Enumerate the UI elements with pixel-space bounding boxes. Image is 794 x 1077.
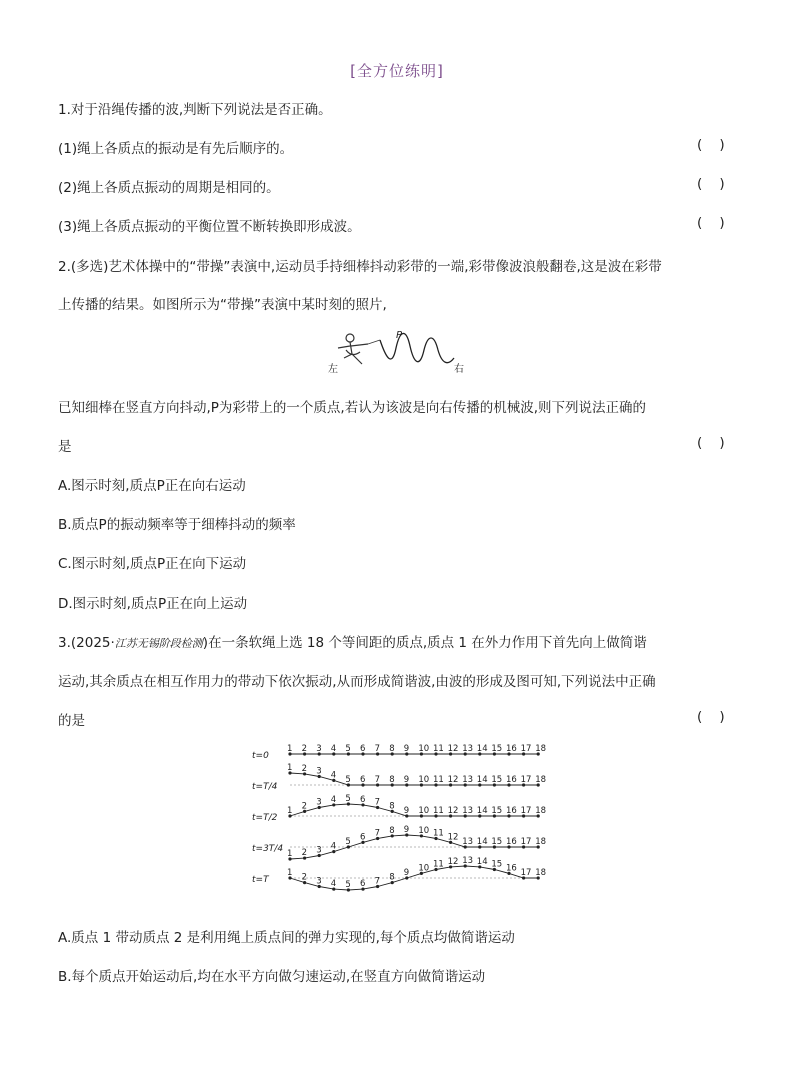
particle-number: 6	[360, 879, 366, 890]
particle-number: 3	[316, 744, 322, 754]
section-title: [全方位练明]	[350, 62, 444, 80]
particle-number: 10	[418, 744, 430, 754]
q3-stem-prefix: 3.(2025·	[58, 635, 115, 651]
particle-number: 7	[374, 744, 381, 754]
particle-number: 18	[535, 806, 547, 816]
particle-number: 2	[301, 848, 308, 859]
particle-number: 17	[520, 806, 532, 816]
q1-item-2: (2)绳上各质点振动的周期是相同的。	[58, 180, 280, 196]
row-label: t=T/2	[252, 813, 278, 823]
q1-item-1: (1)绳上各质点的振动是有先后顺序的。	[58, 141, 294, 157]
q3-stem-line1	[58, 631, 647, 651]
particle-number: 16	[506, 863, 517, 874]
q2-option-b[interactable]: B.质点P的振动频率等于细棒抖动的频率	[58, 517, 296, 533]
q2-option-a[interactable]: A.图示时刻,质点P正在向右运动	[58, 478, 246, 494]
particle-number: 17	[520, 744, 532, 754]
wave-formation-figure	[250, 740, 550, 900]
particle-number: 2	[301, 763, 308, 774]
particle-number: 11	[433, 859, 444, 870]
particle-number: 11	[433, 775, 444, 785]
left-label: 左	[328, 364, 338, 375]
particle-number: 12	[447, 744, 459, 754]
q3-source: 江苏无锡阶段检测	[114, 637, 203, 650]
q3-stem-line3: 的是	[58, 713, 85, 729]
ribbon-gymnast-figure	[322, 328, 472, 376]
particle-number: 8	[389, 872, 395, 883]
q3-stem-rest: )在一条软绳上选 18 个等间距的质点,质点 1 在外力作用下首先向上做简谐	[202, 635, 647, 651]
particle-number: 6	[360, 775, 366, 785]
particle-number: 13	[462, 806, 474, 816]
q3-option-b[interactable]: B.每个质点开始运动后,均在水平方向做匀速运动,在竖直方向做简谐运动	[58, 969, 486, 985]
particle-number: 3	[316, 797, 322, 808]
particle-number: 5	[345, 744, 351, 754]
particle-number: 6	[360, 794, 366, 805]
particle-number: 16	[506, 744, 517, 754]
q1-answer-1[interactable]: ( )	[697, 137, 725, 153]
row-label: t=0	[252, 751, 269, 761]
particle-number: 12	[447, 832, 459, 843]
particle-number: 1	[287, 806, 293, 816]
q2-answer[interactable]: ( )	[697, 435, 725, 451]
particle-number: 6	[360, 744, 366, 754]
particle-number: 10	[418, 775, 430, 785]
q2-stem-line1: 2.(多选)艺术体操中的“带操”表演中,运动员手持细棒抖动彩带的一端,彩带像波浪般翻卷,这是波在彩带	[58, 259, 662, 275]
ribbon-wave	[380, 333, 454, 362]
particle-number: 6	[360, 832, 366, 843]
particle-number: 14	[476, 806, 488, 816]
particle-number: 17	[520, 775, 532, 785]
particle-number: 3	[316, 845, 322, 856]
particle-number: 7	[374, 797, 381, 808]
particle-number: 2	[301, 872, 308, 883]
particle-number: 18	[535, 775, 547, 785]
point-p-label: P	[396, 330, 403, 341]
row-label: t=T/4	[252, 782, 278, 792]
right-label: 右	[454, 364, 464, 375]
particle-number: 8	[389, 825, 395, 836]
particle-number: 18	[535, 744, 547, 754]
q1-answer-2[interactable]: ( )	[697, 176, 725, 192]
particle-number: 5	[345, 837, 351, 847]
particle-number: 13	[462, 775, 474, 785]
particle-number: 10	[418, 806, 430, 816]
q2-stem-line2: 上传播的结果。如图所示为“带操”表演中某时刻的照片,	[58, 297, 387, 313]
particle-number: 8	[389, 801, 395, 812]
q1-answer-3[interactable]: ( )	[697, 215, 725, 231]
particle-number: 3	[316, 766, 322, 777]
gymnast-icon	[338, 334, 380, 364]
particle-number: 14	[476, 775, 488, 785]
particle-number: 14	[476, 744, 488, 754]
particle-number: 4	[330, 794, 337, 805]
particle-number: 11	[433, 744, 444, 754]
particle-number: 4	[330, 770, 337, 781]
particle-number: 4	[330, 841, 337, 852]
particle-number: 16	[506, 837, 517, 847]
row-label: t=3T/4	[252, 844, 284, 854]
particle-number: 8	[389, 775, 395, 785]
particle-number: 15	[491, 775, 503, 785]
particle-number: 16	[506, 806, 517, 816]
q2-stem-line4: 是	[58, 439, 72, 455]
particle-number: 1	[287, 744, 293, 754]
particle-number: 8	[389, 744, 395, 754]
q1-stem: 1.对于沿绳传播的波,判断下列说法是否正确。	[58, 102, 332, 118]
particle-number: 9	[403, 868, 410, 878]
particle-number: 4	[330, 744, 337, 754]
q2-option-d[interactable]: D.图示时刻,质点P正在向上运动	[58, 596, 248, 612]
particle-number: 7	[374, 876, 381, 887]
particle-number: 14	[476, 837, 488, 847]
particle-number: 3	[316, 876, 322, 887]
particle-number: 14	[476, 856, 488, 867]
particle-number: 15	[491, 744, 503, 754]
row-label: t=T	[252, 875, 269, 885]
particle-number: 13	[462, 837, 474, 847]
particle-number: 9	[403, 825, 410, 835]
particle-number: 12	[447, 775, 459, 785]
particle-number: 1	[287, 849, 293, 859]
particle-number: 15	[491, 859, 503, 870]
particle-number: 12	[447, 856, 459, 867]
particle-number: 15	[491, 806, 503, 816]
particle-number: 1	[287, 763, 293, 773]
particle-number: 17	[520, 868, 532, 878]
particle-number: 9	[403, 744, 410, 754]
particle-number: 15	[491, 837, 503, 847]
particle-number: 7	[374, 828, 381, 839]
particle-number: 11	[433, 806, 444, 816]
particle-number: 2	[301, 801, 308, 812]
particle-number: 18	[535, 837, 547, 847]
q3-answer[interactable]: ( )	[697, 709, 725, 725]
particle-number: 1	[287, 868, 293, 878]
particle-number: 13	[462, 744, 474, 754]
particle-number: 4	[330, 879, 337, 890]
particle-number: 17	[520, 837, 532, 847]
q3-option-a[interactable]: A.质点 1 带动质点 2 是利用绳上质点间的弹力实现的,每个质点均做简谐运动	[58, 930, 515, 946]
particle-number: 12	[447, 806, 459, 816]
particle-number: 5	[345, 880, 351, 890]
particle-number: 10	[418, 825, 430, 836]
particle-number: 13	[462, 856, 474, 866]
particle-number: 10	[418, 863, 430, 874]
q1-item-3: (3)绳上各质点振动的平衡位置不断转换即形成波。	[58, 219, 361, 235]
particle-number: 5	[345, 775, 351, 785]
particle-number: 2	[301, 744, 308, 754]
particle-number: 18	[535, 868, 547, 878]
particle-number: 7	[374, 775, 381, 785]
q3-stem-line2: 运动,其余质点在相互作用力的带动下依次振动,从而形成简谐波,由波的形成及图可知,下列说法中正确	[58, 674, 656, 690]
q2-option-c[interactable]: C.图示时刻,质点P正在向下运动	[58, 556, 247, 572]
particle-number: 16	[506, 775, 517, 785]
particle-number: 9	[403, 806, 410, 816]
particle-number: 9	[403, 775, 410, 785]
particle-number: 5	[345, 794, 351, 804]
q2-stem-line3: 已知细棒在竖直方向抖动,P为彩带上的一个质点,若认为该波是向右传播的机械波,则下列说法正确的	[58, 400, 647, 416]
particle-number: 11	[433, 828, 444, 839]
